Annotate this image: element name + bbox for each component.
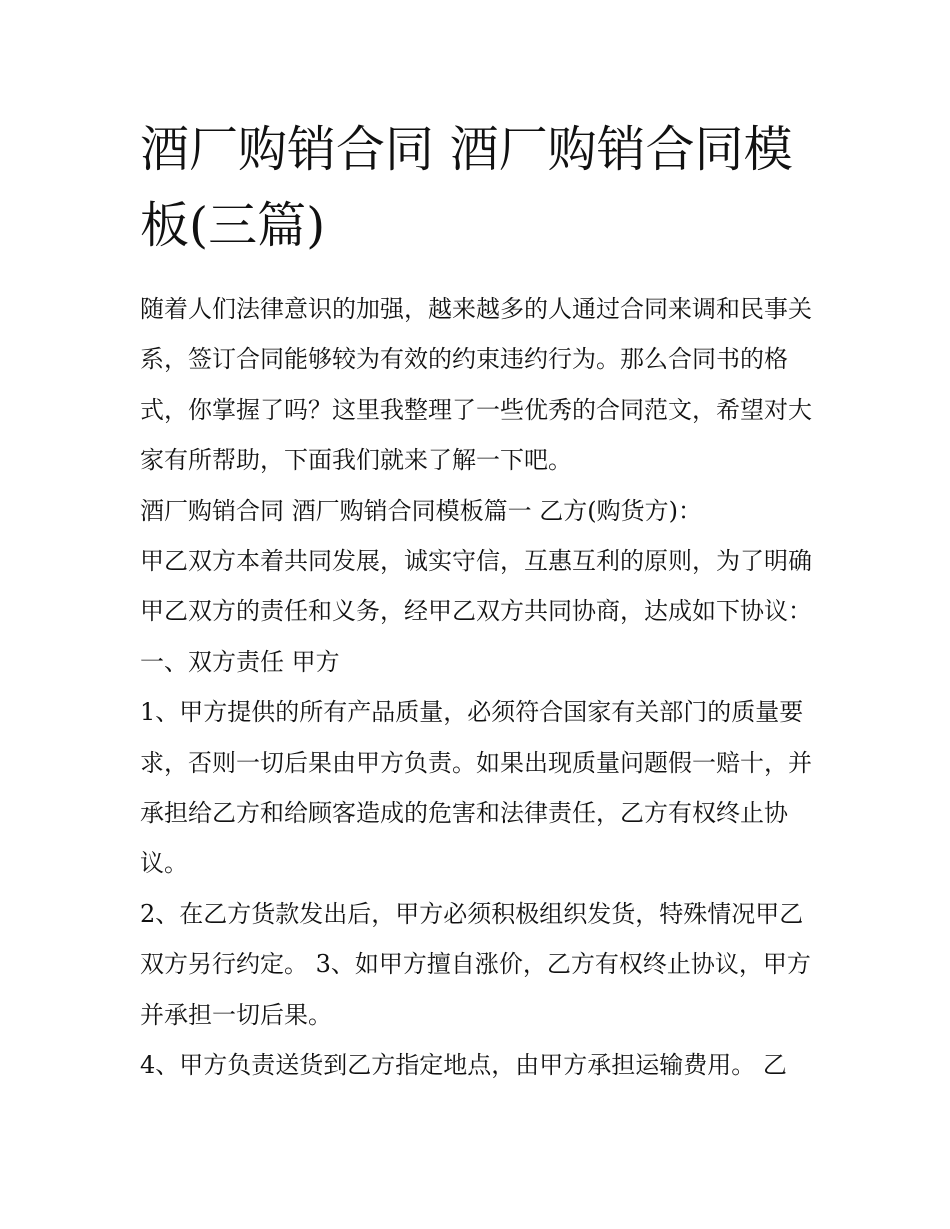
section-heading: 酒厂购销合同 酒厂购销合同模板篇一 乙方(购货方)： <box>140 496 702 525</box>
document-content <box>140 112 816 1091</box>
clause-2-3-paragraph: 2、在乙方货款发出后，甲方必须积极组织发货，特殊情况甲乙双方另行约定。 3、如甲方擅自涨价，乙方有权终止协议，甲方并承担一切后果。 <box>140 899 811 1029</box>
intro-paragraph: 随着人们法律意识的加强，越来越多的人通过合同来调和民事关系，签订合同能够较为有效的约束违约行为。那么合同书的格式，你掌握了吗？这里我整理了一些优秀的合同范文，希望对大家有所帮助，下面我们就来了解一下吧。 <box>140 295 812 475</box>
clause-1-paragraph: 1、甲方提供的所有产品质量，必须符合国家有关部门的质量要求，否则一切后果由甲方负责。如果出现质量问题假一赔十，并承担给乙方和给顾客造成的危害和法律责任，乙方有权终止协议。 <box>140 698 812 878</box>
preamble-paragraph: 甲乙双方本着共同发展，诚实守信，互惠互利的原则，为了明确甲乙双方的责任和义务，经甲乙双方共同协商，达成如下协议： 一、双方责任 甲方 <box>140 547 812 676</box>
document-title: 酒厂购销合同 酒厂购销合同模板(三篇) <box>140 121 793 254</box>
clause-4-paragraph: 4、甲方负责送货到乙方指定地点，由甲方承担运输费用。 乙 <box>140 1051 787 1080</box>
document-body <box>140 284 816 1091</box>
